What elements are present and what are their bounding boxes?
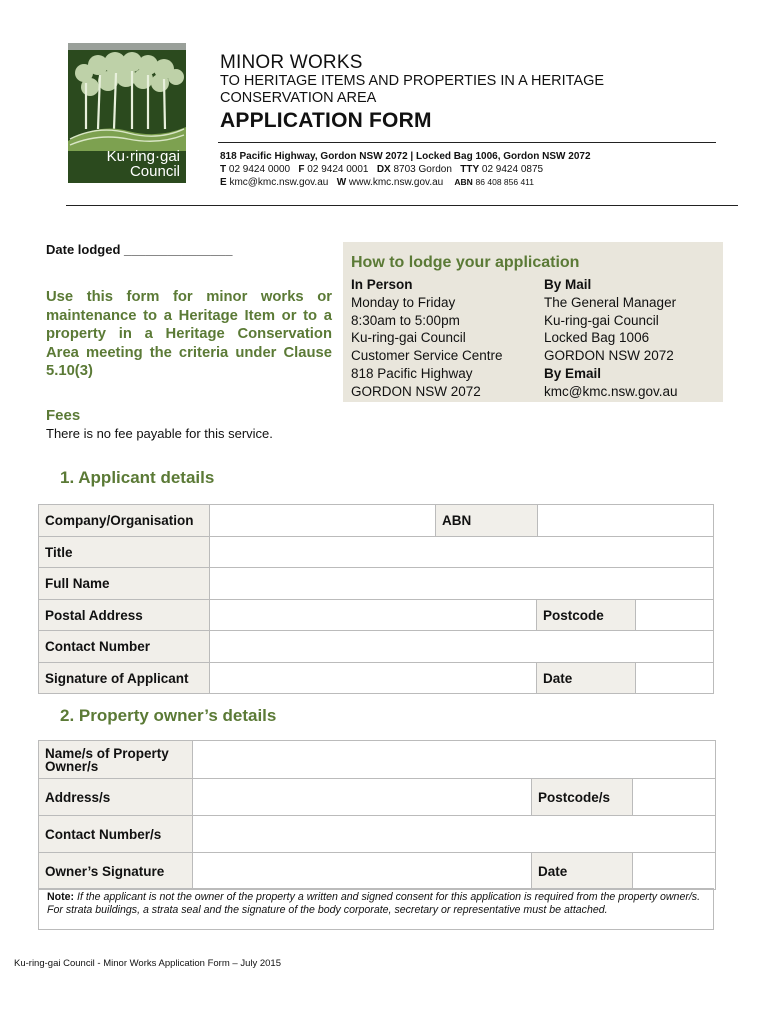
by-email-heading: By Email bbox=[544, 365, 602, 381]
owner-names-input[interactable] bbox=[193, 741, 715, 779]
date-label: Date bbox=[537, 663, 636, 693]
in-person-line: 8:30am to 5:00pm bbox=[351, 312, 460, 328]
tty-label: TTY bbox=[460, 163, 480, 175]
owner-consent-note bbox=[38, 888, 714, 930]
in-person-line: GORDON NSW 2072 bbox=[351, 383, 481, 399]
note-label: Note: bbox=[47, 891, 75, 903]
dx-label: DX bbox=[376, 163, 391, 175]
contact-number-label: Contact Number bbox=[39, 631, 210, 663]
fax-label: F bbox=[298, 163, 305, 175]
abn-label: ABN bbox=[454, 177, 473, 187]
in-person-column bbox=[351, 276, 503, 401]
owner-postcode-label: Postcode/s bbox=[532, 779, 633, 816]
abn-input[interactable] bbox=[538, 505, 713, 537]
tty-number: 02 9424 0875 bbox=[481, 163, 544, 175]
signature-label: Signature of Applicant bbox=[39, 663, 210, 693]
subtitle-line2: CONSERVATION AREA bbox=[220, 90, 377, 106]
council-email: kmc@kmc.nsw.gov.au bbox=[229, 177, 329, 188]
section2-title: 2. Property owner’s details bbox=[60, 706, 277, 725]
logo-name-line1: Ku·ring·gai bbox=[106, 148, 180, 165]
company-input[interactable] bbox=[210, 505, 436, 537]
in-person-line: Customer Service Centre bbox=[351, 348, 503, 364]
phone-label: T bbox=[220, 163, 227, 175]
owner-address-input[interactable] bbox=[193, 779, 532, 816]
date-input[interactable] bbox=[636, 663, 713, 693]
owner-date-label: Date bbox=[532, 853, 633, 889]
council-address: 818 Pacific Highway, Gordon NSW 2072 | Locked Bag 1006, Gordon NSW 2072 bbox=[220, 151, 591, 162]
full-name-input[interactable] bbox=[210, 568, 713, 600]
abn-field-label: ABN bbox=[436, 505, 538, 537]
phone-number: 02 9424 0000 bbox=[228, 163, 291, 175]
council-website: www.kmc.nsw.gov.au bbox=[348, 177, 444, 188]
subtitle-line1: TO HERITAGE ITEMS AND PROPERTIES IN A HERITAGE bbox=[220, 73, 605, 89]
signature-input[interactable] bbox=[210, 663, 537, 693]
section-divider bbox=[66, 205, 738, 206]
by-mail-column bbox=[544, 276, 678, 401]
postal-address-label: Postal Address bbox=[39, 600, 210, 631]
web-label: W bbox=[336, 177, 347, 188]
applicant-details-table bbox=[38, 504, 714, 694]
owner-date-input[interactable] bbox=[633, 853, 715, 889]
in-person-line: Ku-ring-gai Council bbox=[351, 330, 466, 346]
page-title: APPLICATION FORM bbox=[220, 109, 432, 132]
section1-title: 1. Applicant details bbox=[60, 468, 215, 487]
fees-title: Fees bbox=[46, 407, 81, 424]
by-mail-line: GORDON NSW 2072 bbox=[544, 348, 674, 364]
fees-text: There is no fee payable for this service. bbox=[46, 426, 273, 441]
fax-number: 02 9424 0001 bbox=[307, 163, 369, 175]
by-mail-line: Ku-ring-gai Council bbox=[544, 312, 659, 328]
header-divider bbox=[218, 142, 716, 143]
owner-address-label: Address/s bbox=[39, 779, 193, 816]
page-footer: Ku-ring-gai Council - Minor Works Application Form – July 2015 bbox=[14, 958, 281, 969]
title-input[interactable] bbox=[210, 537, 713, 568]
subtitle bbox=[220, 73, 700, 107]
company-label: Company/Organisation bbox=[39, 505, 210, 537]
owner-contact-label: Contact Number/s bbox=[39, 816, 193, 853]
full-name-label: Full Name bbox=[39, 568, 210, 600]
owner-details-table bbox=[38, 740, 716, 890]
by-mail-heading: By Mail bbox=[544, 277, 592, 292]
in-person-heading: In Person bbox=[351, 277, 413, 292]
logo-name-line2: Council bbox=[129, 163, 180, 180]
title-label: Title bbox=[39, 537, 210, 568]
postcode-label: Postcode bbox=[537, 600, 636, 631]
in-person-line: Monday to Friday bbox=[351, 294, 456, 310]
note-text: If the applicant is not the owner of the property a written and signed consent for this application is required from the property owner/s. For strata buildings, a strata seal and the signature of the body corporate, secretary or representative must be attached. bbox=[47, 891, 701, 916]
abn-number: 86 408 856 411 bbox=[475, 177, 535, 187]
dx-number: 8703 Gordon bbox=[393, 163, 452, 175]
email-label: E bbox=[220, 177, 227, 188]
owner-contact-input[interactable] bbox=[193, 816, 715, 853]
by-mail-line: The General Manager bbox=[544, 294, 677, 310]
intro-text: Use this form for minor works or maintenance to a Heritage Item or to a property in a Heritage Conservation Area meeting the criteria under Clause 5.10(3) bbox=[46, 289, 332, 379]
date-lodged: Date lodged _______________ bbox=[46, 242, 233, 257]
owner-signature-label: Owner’s Signature bbox=[39, 853, 193, 889]
owner-signature-input[interactable] bbox=[193, 853, 532, 889]
owner-postcode-input[interactable] bbox=[633, 779, 715, 816]
contact-number-input[interactable] bbox=[210, 631, 713, 663]
contact-block bbox=[220, 151, 591, 190]
lodge-title: How to lodge your application bbox=[351, 254, 580, 271]
by-mail-line: Locked Bag 1006 bbox=[544, 330, 650, 346]
in-person-line: 818 Pacific Highway bbox=[351, 365, 473, 381]
council-logo bbox=[68, 43, 186, 183]
by-email-address: kmc@kmc.nsw.gov.au bbox=[544, 383, 678, 399]
postcode-input[interactable] bbox=[636, 600, 713, 631]
minor-works-heading: MINOR WORKS bbox=[220, 52, 363, 73]
postal-address-input[interactable] bbox=[210, 600, 537, 631]
owner-names-label: Name/s of Property Owner/s bbox=[39, 741, 193, 779]
